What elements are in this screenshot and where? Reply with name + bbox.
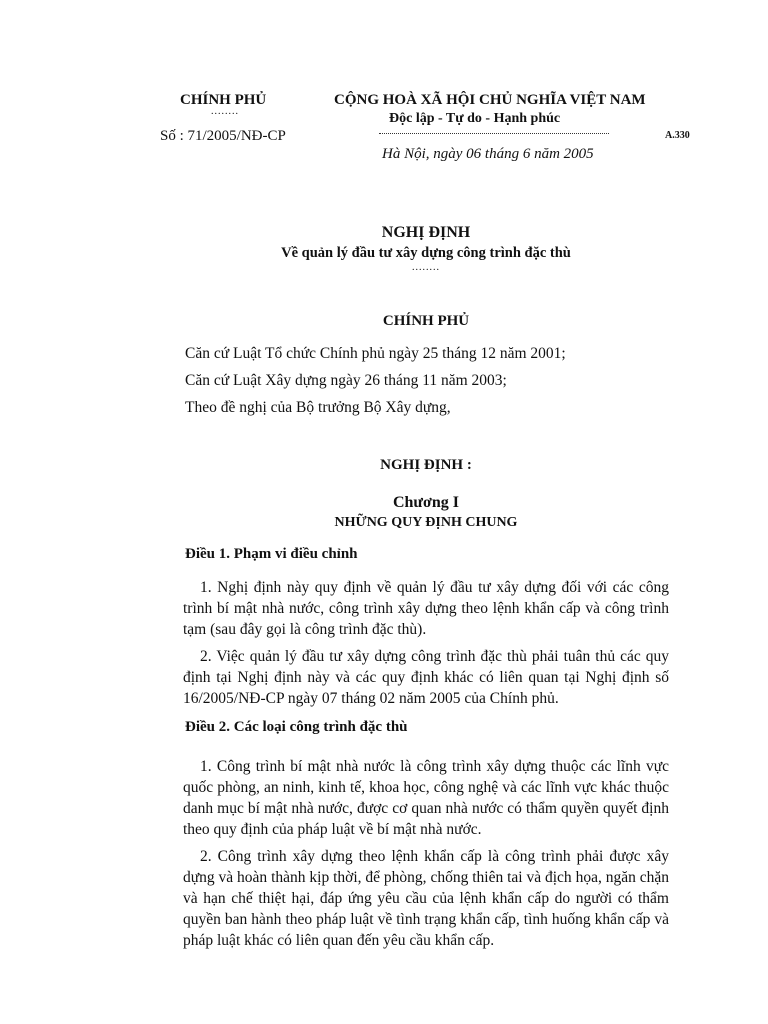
- article-2-heading: Điều 2. Các loại công trình đặc thù: [185, 719, 408, 735]
- chapter-number: Chương I: [392, 494, 460, 511]
- agency-dots: ........: [211, 106, 239, 117]
- document-subject: Về quản lý đầu tư xây dựng công trình đặc thù: [281, 245, 571, 261]
- place-date: Hà Nội, ngày 06 tháng 6 năm 2005: [382, 146, 594, 162]
- article-1-paragraph-2: 2. Việc quản lý đầu tư xây dựng công trình đặc thù phải tuân thủ các quy định tại Nghị định này và các quy định khác có liên quan tại Nghị định số 16/2005/NĐ-CP ngày 07 tháng 02 năm 2005 của Chính phủ.: [183, 648, 669, 707]
- article-2-paragraph-2: 2. Công trình xây dựng theo lệnh khẩn cấp là công trình phải được xây dựng và hoàn thành kịp thời, để phòng, chống thiên tai và địch họa, ngăn chặn và hạn chế thiệt hại, đáp ứng yêu cầu của lệnh khẩn cấp do người có thẩm quyền ban hành theo pháp luật về tình trạng khẩn cấp, tình huống khẩn cấp và pháp luật khác có liên quan đến yêu cầu khẩn cấp.: [183, 848, 669, 949]
- article-1-heading: Điều 1. Phạm vi điều chỉnh: [185, 546, 358, 562]
- issuer-heading: CHÍNH PHỦ: [382, 313, 470, 329]
- issuing-agency: CHÍNH PHỦ: [180, 92, 267, 108]
- document-type: NGHỊ ĐỊNH: [381, 224, 471, 241]
- legal-basis-1: Căn cứ Luật Tổ chức Chính phủ ngày 25 tháng 12 năm 2001;: [185, 345, 566, 362]
- motto-underline: [379, 133, 609, 134]
- document-code: A.330: [665, 130, 690, 141]
- article-2-paragraph-1: 1. Công trình bí mật nhà nước là công trình xây dựng thuộc các lĩnh vực quốc phòng, an ninh, kinh tế, khoa học, công nghệ và các lĩnh vực khác thuộc danh mục bí mật nhà nước, được cơ quan nhà nước có thẩm quyền quyết định theo quy định của pháp luật về bí mật nhà nước.: [183, 758, 669, 838]
- national-title: CỘNG HOÀ XÃ HỘI CHỦ NGHĨA VIỆT NAM: [334, 92, 646, 108]
- chapter-title: NHỮNG QUY ĐỊNH CHUNG: [334, 515, 518, 530]
- decree-heading: NGHỊ ĐỊNH :: [380, 457, 472, 473]
- article-1-paragraph-1: 1. Nghị định này quy định về quản lý đầu tư xây dựng đối với các công trình bí mật nhà nước, công trình xây dựng theo lệnh khẩn cấp và công trình tạm (sau đây gọi là công trình đặc thù).: [183, 579, 669, 638]
- legal-basis-3: Theo đề nghị của Bộ trưởng Bộ Xây dựng,: [185, 399, 451, 416]
- legal-basis-2: Căn cứ Luật Xây dựng ngày 26 tháng 11 năm 2003;: [185, 372, 507, 389]
- national-motto: Độc lập - Tự do - Hạnh phúc: [389, 111, 561, 126]
- document-number: Số : 71/2005/NĐ-CP: [160, 128, 286, 144]
- title-dots: ........: [412, 262, 440, 273]
